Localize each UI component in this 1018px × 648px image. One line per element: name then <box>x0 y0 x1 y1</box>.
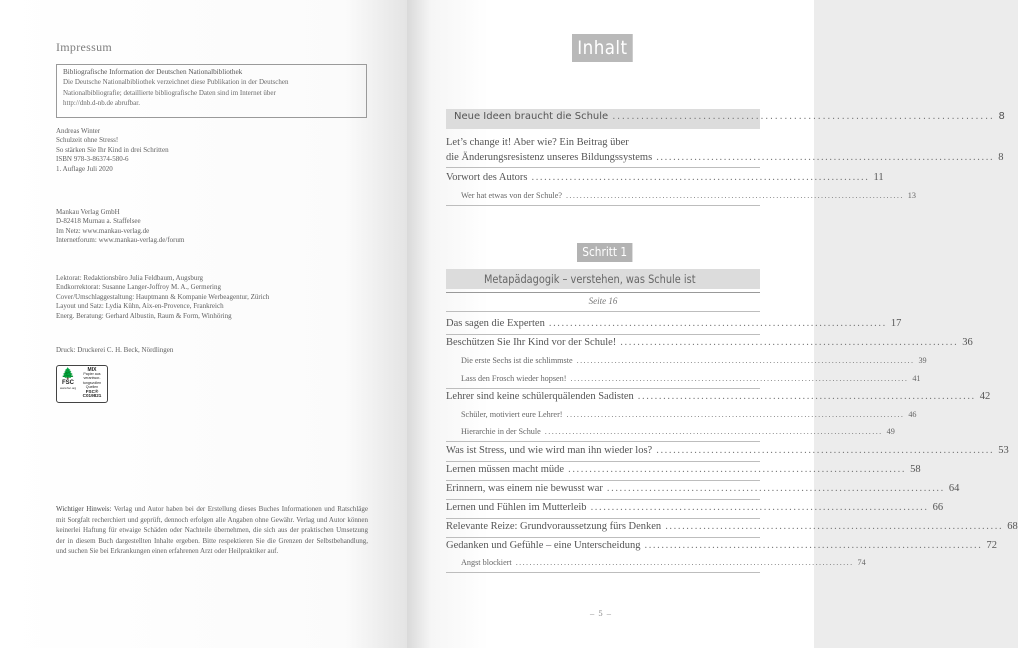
divider <box>446 388 760 389</box>
credit-line: Cover/Umschlaggestaltung: Hauptmann & Kompanie Werbeagentur, Zürich <box>56 292 270 301</box>
bib-line: http://dnb.d-nb.de abrufbar. <box>63 99 140 107</box>
toc-entry-title: Relevante Reize: Grundvoraussetzung fürs Denken <box>446 521 662 532</box>
divider <box>446 167 760 168</box>
toc-entry-title: Vorwort des Autors <box>446 172 528 183</box>
book-info <box>56 127 169 174</box>
toc-entry-title: Schüler, motiviert eure Lehrer! <box>461 410 563 419</box>
step-title: Metapädagogik – verstehen, was Schule ist <box>484 272 696 286</box>
toc-entry[interactable] <box>446 172 884 183</box>
toc-entry-page: 39 <box>918 356 927 365</box>
toc-entry[interactable] <box>446 445 1009 456</box>
toc-entry-page: 68 <box>1007 521 1018 532</box>
toc-subentry[interactable] <box>446 356 927 365</box>
toc-subentry[interactable] <box>446 410 917 419</box>
toc-leader: ................................................................................ <box>612 111 995 122</box>
important-note <box>56 504 368 557</box>
toc-entry[interactable] <box>446 152 1004 163</box>
fsc-site: www.fsc.org <box>60 386 77 390</box>
toc-leader: ................................................................................ <box>620 337 959 348</box>
toc-entry-title: Wer hat etwas von der Schule? <box>461 191 562 200</box>
toc-entry-page: 74 <box>857 558 866 567</box>
toc-entry-page: 41 <box>912 374 921 383</box>
toc-entry-title: Lernen und Fühlen im Mutterleib <box>446 502 587 513</box>
toc-entry[interactable] <box>446 521 1018 532</box>
toc-subentry[interactable] <box>446 558 866 567</box>
printer-line: Druck: Druckerei C. H. Beck, Nördlingen <box>56 346 174 354</box>
toc-leader: ................................................................................ <box>590 502 929 513</box>
publisher-line: D-82418 Murnau a. Staffelsee <box>56 217 141 226</box>
toc-leader: .................................................................................................. <box>566 410 905 419</box>
toc-entry-title: Hierarchie in der Schule <box>461 427 541 436</box>
credits <box>56 274 269 321</box>
step-page: Seite 16 <box>588 296 618 306</box>
toc-entry-page: 11 <box>873 172 884 183</box>
toc-entry-title: Gedanken und Gefühle – eine Unterscheidung <box>446 540 641 551</box>
toc-leader: ................................................................................ <box>637 391 976 402</box>
divider <box>446 311 760 312</box>
toc-entry-page: 49 <box>886 427 895 436</box>
fsc-code: FSC® C019821 <box>82 389 102 399</box>
fsc-logo-badge <box>56 365 108 403</box>
toc-entry-page: 17 <box>890 318 902 329</box>
toc-subentry[interactable] <box>446 191 916 200</box>
toc-subentry[interactable] <box>446 427 895 436</box>
fsc-brand: FSC <box>62 380 74 386</box>
publisher-line: Im Netz: www.mankau-verlag.de <box>56 226 150 235</box>
note-label: Wichtiger Hinweis: <box>56 505 112 513</box>
toc-entry-intro[interactable] <box>446 111 1005 122</box>
fsc-description: Papier aus verantwor-tungsvollen Quellen <box>82 372 102 389</box>
impressum-title: Impressum <box>56 40 113 54</box>
divider <box>446 518 760 519</box>
toc-entry[interactable] <box>446 318 902 329</box>
bibliographic-info-box <box>56 64 367 118</box>
contents-heading: Inhalt <box>572 34 633 62</box>
credit-line: Layout und Satz: Lydia Kühn, Aix-en-Provence, Frankreich <box>56 302 224 311</box>
toc-entry[interactable] <box>446 502 944 513</box>
toc-entry-title: die Änderungsresistenz unseres Bildungssystems <box>446 152 653 163</box>
toc-entry[interactable] <box>446 391 991 402</box>
toc-entry-title: Das sagen die Experten <box>446 318 545 329</box>
divider <box>446 461 760 462</box>
bib-heading: Bibliografische Information der Deutschen Nationalbibliothek <box>63 68 243 76</box>
toc-entry-page: 72 <box>986 540 997 551</box>
toc-entry-title: Die erste Sechs ist die schlimmste <box>461 356 573 365</box>
divider <box>446 441 760 442</box>
fsc-mix: MIX <box>87 367 97 373</box>
toc-leader: ................................................................................ <box>606 483 945 494</box>
divider <box>446 205 760 206</box>
toc-entry-page: 42 <box>979 391 991 402</box>
divider <box>446 572 760 573</box>
toc-subentry[interactable] <box>446 374 921 383</box>
toc-entry-title: Lass den Frosch wieder hopsen! <box>461 374 567 383</box>
note-text: Verlag und Autor haben bei der Erstellung dieses Buches Informationen und Ratschläge mit Sorgfalt recherchiert und geprüft, dennoch erfolgen alle Angaben ohne Gewähr. Verlag und Autor können keinerlei Haftung für etwaige Schäden oder Nachteile übernehmen, die sich aus der praktischen Umsetzung der in diesem Buch dargestellten Inhalte ergeben. Bitte respektieren Sie die Grenzen der Selbstbehandlung, und suchen Sie bei Erkrankungen einen erfahrenen Arzt oder Heilpraktiker auf. <box>56 505 368 555</box>
fsc-text <box>77 368 107 398</box>
toc-entry-page: 36 <box>962 337 973 348</box>
page-number: – 5 – <box>590 608 612 618</box>
toc-leader: ................................................................................ <box>568 464 907 475</box>
toc-entry-page: 46 <box>908 410 917 419</box>
divider <box>446 480 760 481</box>
toc-entry-title: Lernen müssen macht müde <box>446 464 565 475</box>
toc-entry-title: Angst blockiert <box>461 558 512 567</box>
toc-entry[interactable] <box>446 540 997 551</box>
bib-line: Nationalbibliografie; detaillierte bibliografische Daten sind im Internet über <box>63 88 276 97</box>
divider <box>446 499 760 500</box>
divider <box>446 292 760 293</box>
toc-leader: ................................................................................ <box>656 152 995 163</box>
toc-entry-page: 53 <box>998 445 1009 456</box>
credit-line: Lektorat: Redaktionsbüro Julia Feldbaum, Augsburg <box>56 274 204 282</box>
toc-leader: ................................................................................ <box>656 445 995 456</box>
toc-leader: ................................................................................ <box>665 521 1004 532</box>
publisher-info <box>56 208 184 246</box>
toc-entry-page: 58 <box>910 464 921 475</box>
isbn: ISBN 978-3-86374-580-6 <box>56 155 129 164</box>
toc-entry-title: Erinnern, was einem nie bewusst war <box>446 483 603 494</box>
bib-line: Die Deutsche Nationalbibliothek verzeichnet diese Publikation in der Deutschen <box>63 78 289 86</box>
publisher-line: Mankau Verlag GmbH <box>56 208 120 216</box>
toc-entry-title: Neue Ideen braucht die Schule <box>454 111 609 122</box>
toc-entry[interactable] <box>446 337 973 348</box>
publisher-line: Internetforum: www.mankau-verlag.de/forum <box>56 236 185 245</box>
toc-entry-title: Lehrer sind keine schülerquälenden Sadisten <box>446 391 634 402</box>
toc-entry[interactable] <box>446 137 760 148</box>
toc-leader: ................................................................................ <box>531 172 870 183</box>
toc-entry[interactable] <box>446 464 921 475</box>
toc-leader: .................................................................................................. <box>570 374 909 383</box>
toc-entry-page: 8 <box>998 111 1005 122</box>
step-label: Schritt 1 <box>577 243 632 262</box>
author: Andreas Winter <box>56 127 101 135</box>
toc-entry-page: 64 <box>948 483 960 494</box>
book-title: Schulzeit ohne Stress! <box>56 136 119 145</box>
toc-entry-page: 66 <box>932 502 944 513</box>
printer <box>56 346 173 355</box>
toc-leader: ................................................................................ <box>644 540 983 551</box>
toc-entry-title: Let’s change it! Aber wie? Ein Beitrag über <box>446 137 629 148</box>
divider <box>446 334 760 335</box>
toc-leader: .................................................................................................. <box>544 427 883 436</box>
toc-entry-page: 13 <box>907 191 916 200</box>
fsc-tree-icon: 🌲 FSC www.fsc.org <box>60 368 77 390</box>
toc-leader: .................................................................................................. <box>515 558 854 567</box>
toc-entry-title: Was ist Stress, und wie wird man ihn wieder los? <box>446 445 653 456</box>
toc-entry[interactable] <box>446 483 960 494</box>
toc-leader: .................................................................................................. <box>576 356 915 365</box>
book-subtitle: So stärken Sie Ihr Kind in drei Schritten <box>56 145 169 154</box>
toc-entry-title: Beschützen Sie Ihr Kind vor der Schule! <box>446 337 617 348</box>
toc-leader: .................................................................................................. <box>565 191 904 200</box>
toc-leader: ................................................................................ <box>548 318 887 329</box>
toc-entry-page: 8 <box>998 152 1004 163</box>
credit-line: Endkorrektorat: Susanne Langer-Joffroy M. A., Germering <box>56 283 221 292</box>
divider <box>446 537 760 538</box>
step-title-band <box>446 269 760 289</box>
edition: 1. Auflage Juli 2020 <box>56 164 113 173</box>
credit-line: Energ. Beratung: Gerhard Albustin, Raum & Form, Winhöring <box>56 311 232 320</box>
